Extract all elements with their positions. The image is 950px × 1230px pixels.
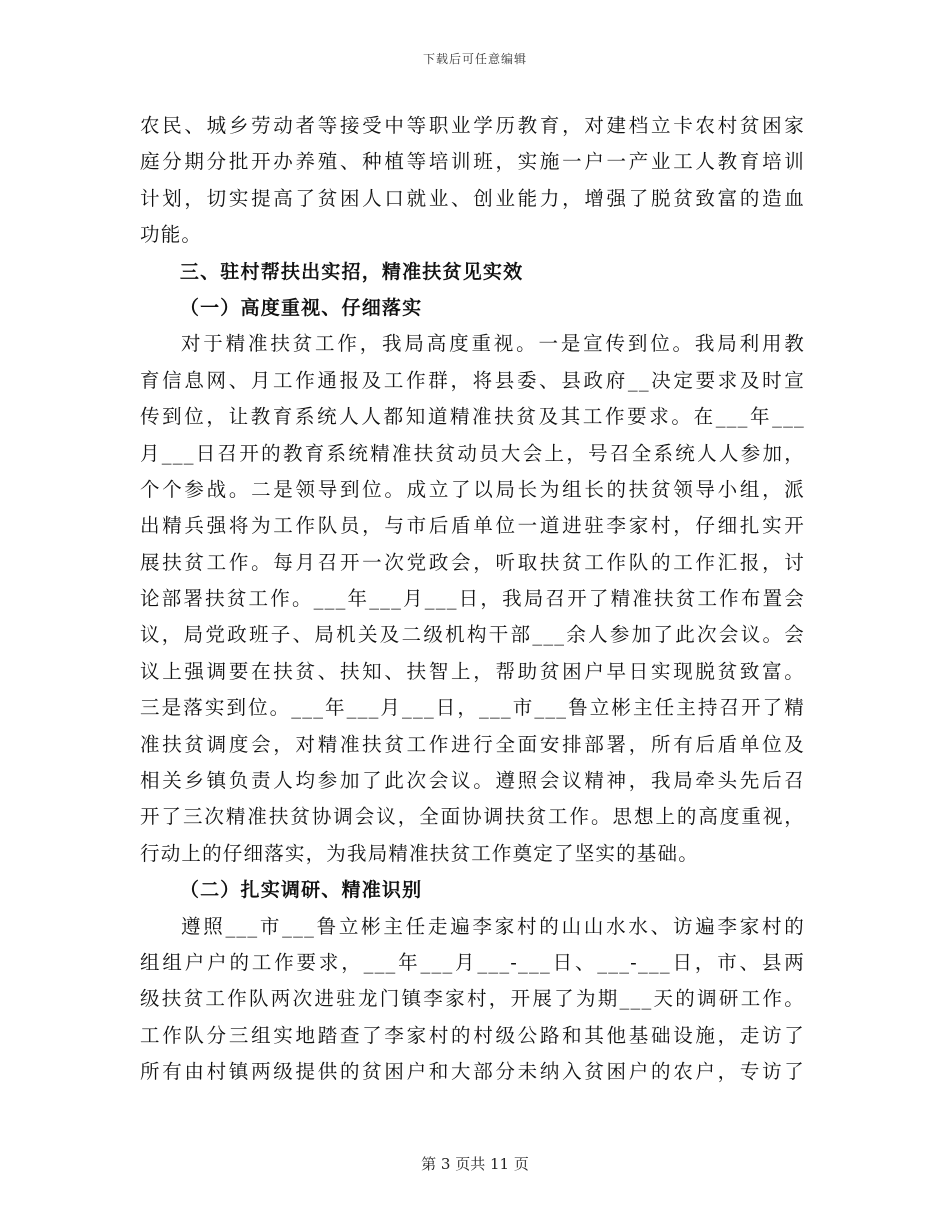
paragraph-line: 出精兵强将为工作队员，与市后盾单位一道进驻李家村，仔细扎实开 xyxy=(140,514,805,538)
paragraph-line: 相关乡镇负责人均参加了此次会议。遵照会议精神，我局牵头先后召 xyxy=(140,769,805,793)
paragraph-line: 组组户户的工作要求，___年___月___-___日、___-___日，市、县两 xyxy=(140,950,805,974)
paragraph-line: 论部署扶贫工作。___年___月___日，我局召开了精准扶贫工作布置会 xyxy=(140,587,805,611)
paragraph-line: 功能。 xyxy=(140,223,203,247)
paragraph-line: 开了三次精准扶贫协调会议，全面协调扶贫工作。思想上的高度重视， xyxy=(140,805,805,829)
paragraph-line: 传到位，让教育系统人人都知道精准扶贫及其工作要求。在___年___ xyxy=(140,405,805,429)
paragraph-line: 庭分期分批开办养殖、种植等培训班，实施一户一产业工人教育培训 xyxy=(140,150,805,174)
paragraph-line: 行动上的仔细落实，为我局精准扶贫工作奠定了坚实的基础。 xyxy=(140,841,699,865)
paragraph-line: 三是落实到位。___年___月___日，___市___鲁立彬主任主持召开了精 xyxy=(140,696,805,720)
paragraph-line: 工作队分三组实地踏查了李家村的村级公路和其他基础设施，走访了 xyxy=(140,1023,805,1047)
paragraph-line: 展扶贫工作。每月召开一次党政会，听取扶贫工作队的工作汇报，讨 xyxy=(140,550,805,574)
section-heading: （二）扎实调研、精准识别 xyxy=(179,879,423,902)
paragraph-line: 所有由村镇两级提供的贫困户和大部分未纳入贫困户的农户，专访了 xyxy=(140,1060,805,1084)
paragraph-line: 级扶贫工作队两次进驻龙门镇李家村，开展了为期___天的调研工作。 xyxy=(140,987,805,1011)
paragraph-line: 准扶贫调度会，对精准扶贫工作进行全面安排部署，所有后盾单位及 xyxy=(140,732,805,756)
paragraph-line: 对于精准扶贫工作，我局高度重视。一是宣传到位。我局利用教 xyxy=(180,332,805,356)
document-body xyxy=(140,108,805,1091)
section-heading: （一）高度重视、仔细落实 xyxy=(179,296,423,319)
paragraph-line: 月___日召开的教育系统精准扶贫动员大会上，号召全系统人人参加， xyxy=(140,441,805,465)
paragraph-line: 计划，切实提高了贫困人口就业、创业能力，增强了脱贫致富的造血 xyxy=(140,186,805,210)
paragraph-line: 个个参战。二是领导到位。成立了以局长为组长的扶贫领导小组，派 xyxy=(140,477,805,501)
paragraph-line: 育信息网、月工作通报及工作群，将县委、县政府__决定要求及时宣 xyxy=(140,368,805,392)
section-heading: 三、驻村帮扶出实招，精准扶贫见实效 xyxy=(179,260,524,283)
paragraph-line: 农民、城乡劳动者等接受中等职业学历教育，对建档立卡农村贫困家 xyxy=(140,114,805,137)
paragraph-line: 遵照___市___鲁立彬主任走遍李家村的山山水水、访遍李家村的 xyxy=(180,914,805,938)
paragraph-line: 议，局党政班子、局机关及二级机构干部___余人参加了此次会议。会 xyxy=(140,623,805,647)
page-number-footer: 第 3 页共 11 页 xyxy=(421,1155,529,1173)
header-note: 下载后可任意编辑 xyxy=(422,52,527,66)
paragraph-line: 议上强调要在扶贫、扶知、扶智上，帮助贫困户早日实现脱贫致富。 xyxy=(140,659,805,683)
